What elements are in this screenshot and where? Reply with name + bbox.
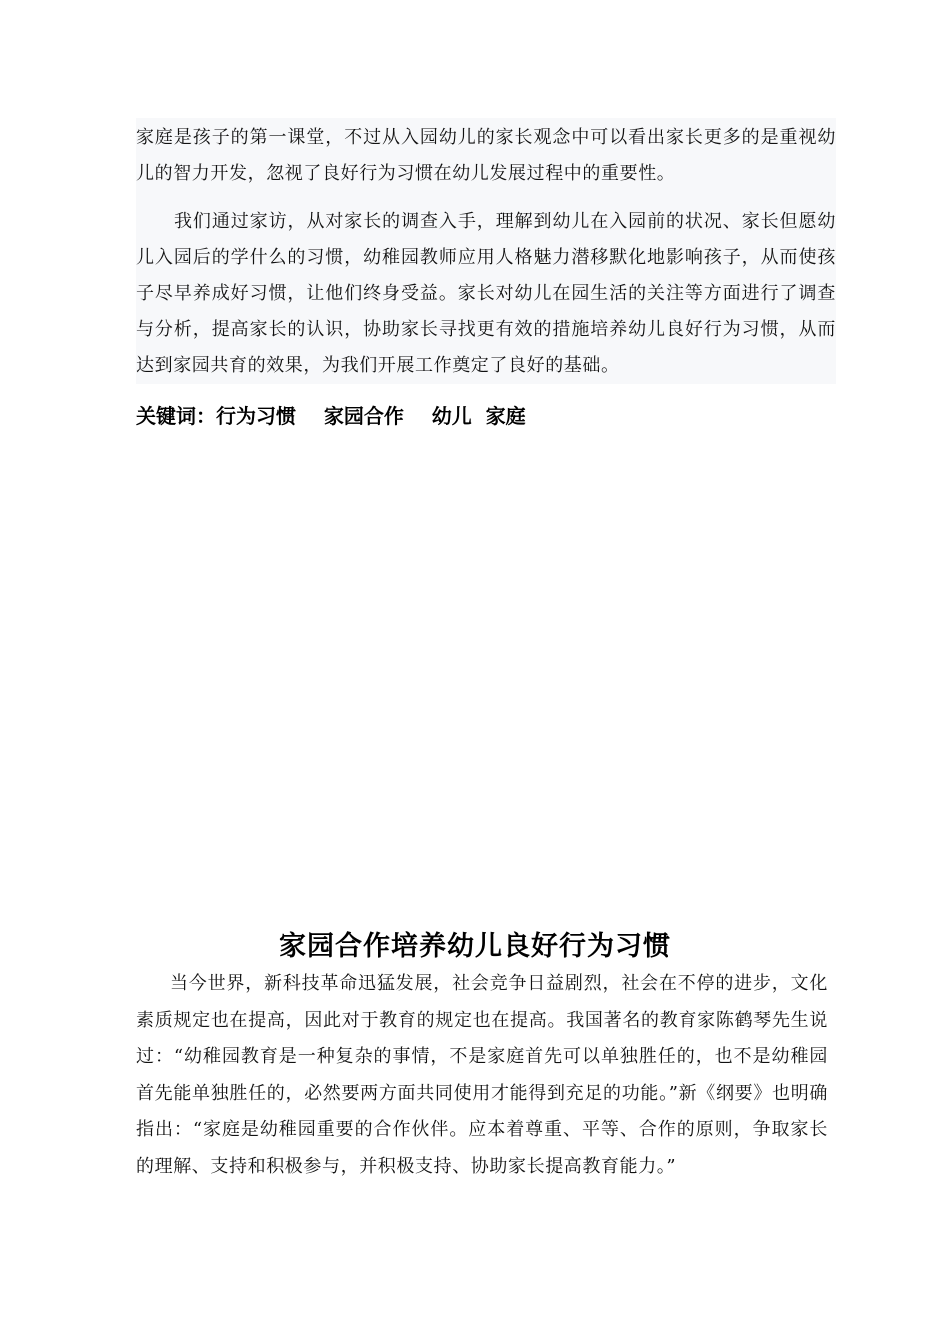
abstract-block (136, 118, 836, 384)
article-body (136, 966, 828, 1185)
abstract-paragraph-2: 我们通过家访，从对家长的调查入手，理解到幼儿在入园前的状况、家长但愿幼儿入园后的学什么的习惯，幼稚园教师应用人格魅力潜移默化地影响孩子，从而使孩子尽早养成好习惯，让他们终身受益。家长对幼儿在园生活的关注等方面进行了调查与分析，提高家长的认识，协助家长寻找更有效的措施培养幼儿良好行为习惯，从而达到家园共育的效果，为我们开展工作奠定了良好的基础。 (136, 211, 836, 376)
article-paragraph-1: 当今世界，新科技革命迅猛发展，社会竞争日益剧烈，社会在不停的进步，文化素质规定也在提高，因此对于教育的规定也在提高。我国著名的教育家陈鹤琴先生说过：“幼稚园教育是一种复杂的事情，不是家庭首先可以单独胜任的，也不是幼稚园首先能单独胜任的，必然要两方面共同使用才能得到充足的功能。”新《纲要》也明确指出：“家庭是幼稚园重要的合作伙伴。应本着尊重、平等、合作的原则，争取家长的理解、支持和积极参与，并积极支持、协助家长提高教育能力。” (136, 973, 828, 1177)
abstract-paragraph-1: 家庭是孩子的第一课堂，不过从入园幼儿的家长观念中可以看出家长更多的是重视幼儿的智力开发，忽视了良好行为习惯在幼儿发展过程中的重要性。 (136, 127, 836, 184)
keywords-line: 关键词：行为习惯 家园合作 幼儿 家庭 (136, 404, 526, 428)
article-title: 家园合作培养幼儿良好行为习惯 (279, 931, 671, 962)
